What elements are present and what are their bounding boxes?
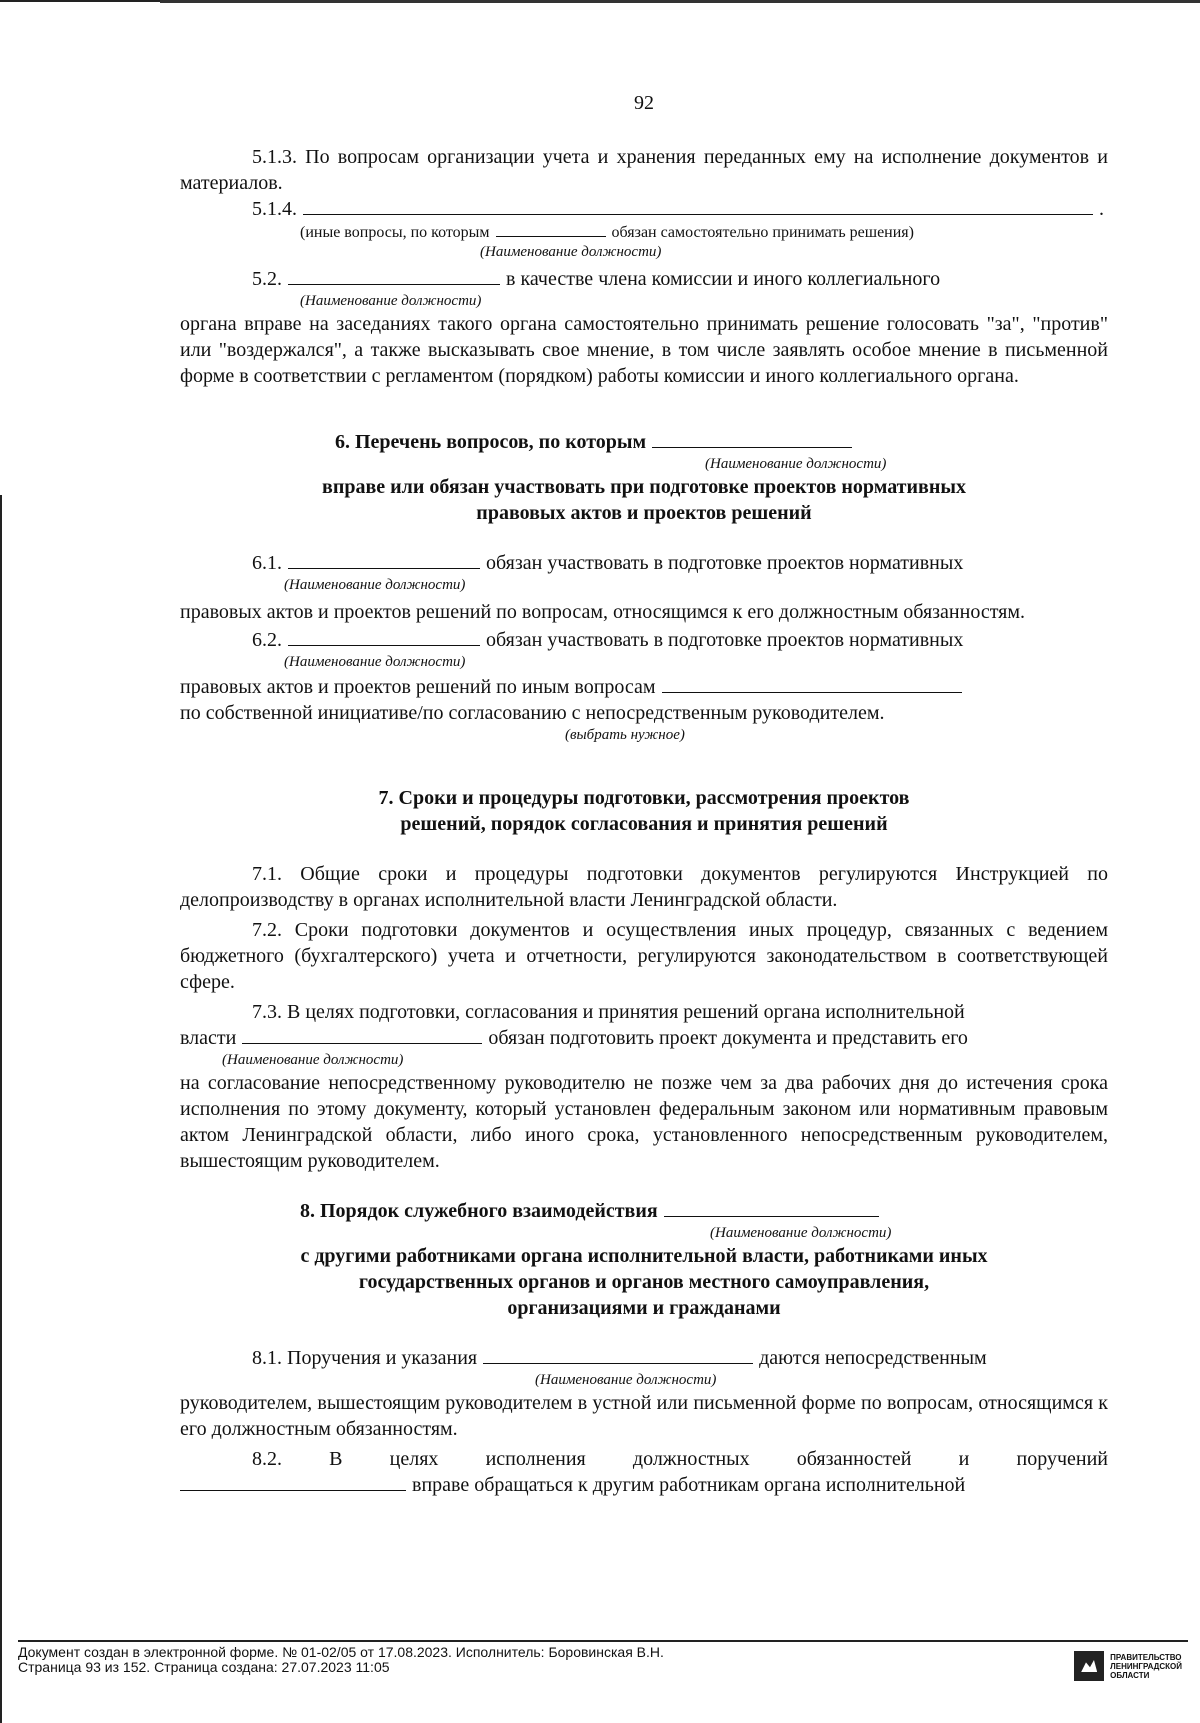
paragraph-8-1: 8.1. Поручения и указания даются непосредственным [252,1347,987,1369]
blank-field [288,266,500,285]
heading-6-line2: вправе или обязан участвовать при подготовке проектов нормативных [322,476,966,498]
footer-line-1: Документ создан в электронной форме. № 01-02/05 от 17.08.2023. Исполнитель: Боровинская В.Н. [18,1644,664,1660]
heading-7-line2: решений, порядок согласования и принятия решений [400,813,888,835]
paragraph-5-2: 5.2. в качестве члена комиссии и иного коллегиального [252,268,941,290]
paragraph-7-1: 7.1. Общие сроки и процедуры подготовки документов регулируются Инструкцией по делопроизводству в органах исполнительной власти Ленинградской области. [180,863,1108,911]
paragraph-5-2-cont: органа вправе на заседаниях такого органа самостоятельно принимать решение голосовать "за", "против" или "воздержался", а также высказывать свое мнение, в том числе заявлять особое мнение в письменной форме в соответствии с регламентом (порядком) работы комиссии и иного коллегиального органа. [180,313,1108,387]
paragraph-6-2-cont: правовых актов и проектов решений по иным вопросам [180,674,1108,700]
paragraph-7-3-line2: власти обязан подготовить проект документа и представить его [180,1027,968,1049]
note-position: (Наименование должности) [480,244,662,260]
heading-8: 8. Порядок служебного взаимодействия [180,1198,1108,1224]
note-5-1-4: (иные вопросы, по которым обязан самостоятельно принимать решения) [300,224,914,241]
paragraph-8-2-line2: вправе обращаться к другим работникам органа исполнительной [180,1472,1108,1498]
heading-7-line1: 7. Сроки и процедуры подготовки, рассмотрения проектов [378,787,910,809]
note-position: (Наименование должности) [710,1225,892,1241]
note-position: (Наименование должности) [300,293,482,309]
top-rule-thick [160,0,1200,3]
blank-field [180,1472,406,1491]
paragraph-6-2: 6.2. обязан участвовать в подготовке проектов нормативных [252,629,964,651]
heading-8-line3: государственных органов и органов местного самоуправления, [358,1271,930,1293]
paragraph-6-1: 6.1. обязан участвовать в подготовке проектов нормативных [252,552,964,574]
paragraph-8-2: 8.2. В целях исполнения должностных обязанностей и поручений [252,1448,1108,1470]
blank-field [664,1198,879,1217]
footer-rule [18,1640,1188,1642]
note-position: (Наименование должности) [284,654,466,670]
blank-field [242,1025,482,1044]
paragraph-7-3-cont: на согласование непосредственному руководителю не позже чем за два рабочих дня до истечения срока исполнения по этому документу, который установлен федеральным законом или нормативным правовым актом Ленинградской области, либо иного срока, установленного непосредственным руководителем, вышестоящим руководителем. [180,1072,1108,1172]
paragraph-5-1-3: 5.1.3. По вопросам организации учета и хранения переданных ему на исполнение документов и материалов. [180,146,1108,194]
note-position: (Наименование должности) [222,1052,404,1068]
blank-field [288,627,480,646]
emblem-icon [1074,1651,1104,1681]
paragraph-5-1-4: 5.1.4. . [252,198,1104,220]
heading-8-line4: организациями и гражданами [507,1297,781,1319]
note-choose: (выбрать нужное) [565,727,685,743]
note-position: (Наименование должности) [705,456,887,472]
heading-6: 6. Перечень вопросов, по которым [180,429,1108,455]
blank-field [662,674,962,693]
blank-field [652,429,852,448]
blank-field [303,196,1093,215]
paragraph-6-1-cont: правовых актов и проектов решений по вопросам, относящимся к его должностным обязанностям. [180,601,1026,623]
page-number: 92 [634,92,654,114]
logo-text: ПРАВИТЕЛЬСТВО ЛЕНИНГРАДСКОЙ ОБЛАСТИ [1110,1652,1182,1680]
paragraph-7-2: 7.2. Сроки подготовки документов и осуществления иных процедур, связанных с ведением бюджетного (бухгалтерского) учета и отчетности, регулируются законодательством в соответствующей сфере. [180,919,1108,993]
footer [18,1645,1188,1675]
heading-6-line3: правовых актов и проектов решений [476,502,812,524]
document-page [180,90,1108,1498]
note-position: (Наименование должности) [284,577,466,593]
footer-line-2: Страница 93 из 152. Страница создана: 27.07.2023 11:05 [18,1659,390,1675]
blank-field [288,550,480,569]
blank-field [496,222,606,237]
note-position: (Наименование должности) [535,1372,717,1388]
government-logo [1074,1651,1182,1681]
paragraph-7-3: 7.3. В целях подготовки, согласования и принятия решений органа исполнительной [252,1001,965,1023]
heading-8-line2: с другими работниками органа исполнительной власти, работниками иных [300,1245,988,1267]
blank-field [483,1345,753,1364]
scan-edge [0,495,2,1723]
paragraph-6-2-cont2: по собственной инициативе/по согласованию с непосредственным руководителем. [180,702,885,724]
paragraph-8-1-cont: руководителем, вышестоящим руководителем в устной или письменной форме по вопросам, относящимся к его должностным обязанностям. [180,1392,1108,1440]
